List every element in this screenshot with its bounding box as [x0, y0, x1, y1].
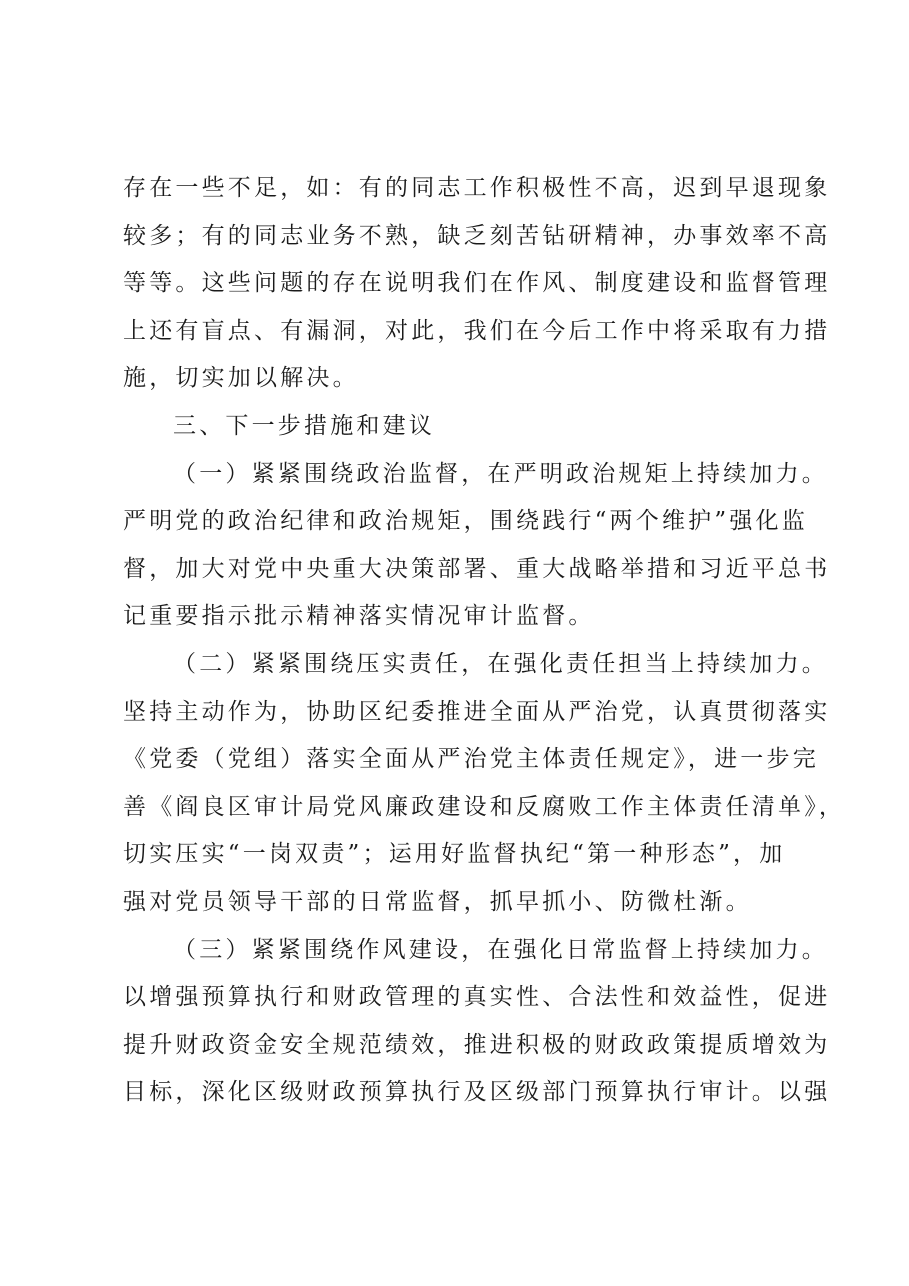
text-line: 督，加大对党中央重大决策部署、重大战略举措和习近平总书	[123, 555, 831, 582]
text-line: 目标，深化区级财政预算执行及区级部门预算执行审计。以强	[123, 1079, 831, 1106]
text-line: 存在一些不足，如：有的同志工作积极性不高，迟到早退现象	[123, 175, 831, 201]
text-line: 善《阎良区审计局党风廉政建设和反腐败工作主体责任清单》，	[123, 793, 846, 820]
text-line: 上还有盲点、有漏洞，对此，我们在今后工作中将采取有力措	[123, 317, 831, 344]
text-line: 严明党的政治纪律和政治规矩，围绕践行“两个维护”强化监	[123, 508, 808, 535]
text-line: 较多；有的同志业务不熟，缺乏刻苦钻研精神，办事效率不高	[123, 222, 831, 249]
text-line: 等等。这些问题的存在说明我们在作风、制度建设和监督管理	[123, 270, 831, 297]
subsection-heading: （二）紧紧围绕压实责任，在强化责任担当上持续加力。	[173, 650, 828, 677]
text-line: 强对党员领导干部的日常监督，抓早抓小、防微杜渐。	[123, 888, 752, 915]
text-line: 提升财政资金安全规范绩效，推进积极的财政政策提质增效为	[123, 1031, 831, 1058]
text-line: 施，切实加以解决。	[123, 365, 359, 392]
subsection-heading: （三）紧紧围绕作风建设，在强化日常监督上持续加力。	[173, 936, 828, 963]
text-line: 《党委（党组）落实全面从严治党主体责任规定》，进一步完	[123, 746, 819, 773]
text-line: 记重要指示批示精神落实情况审计监督。	[123, 603, 595, 630]
text-line: 切实压实“一岗双责”；运用好监督执纪“第一种形态”，加	[123, 841, 786, 868]
text-line: 坚持主动作为，协助区纪委推进全面从严治党，认真贯彻落实	[123, 698, 831, 725]
text-line: 以增强预算执行和财政管理的真实性、合法性和效益性，促进	[123, 984, 831, 1011]
section-heading: 三、下一步措施和建议	[173, 412, 435, 439]
subsection-heading: （一）紧紧围绕政治监督，在严明政治规矩上持续加力。	[173, 460, 828, 487]
body-text	[123, 165, 846, 1117]
